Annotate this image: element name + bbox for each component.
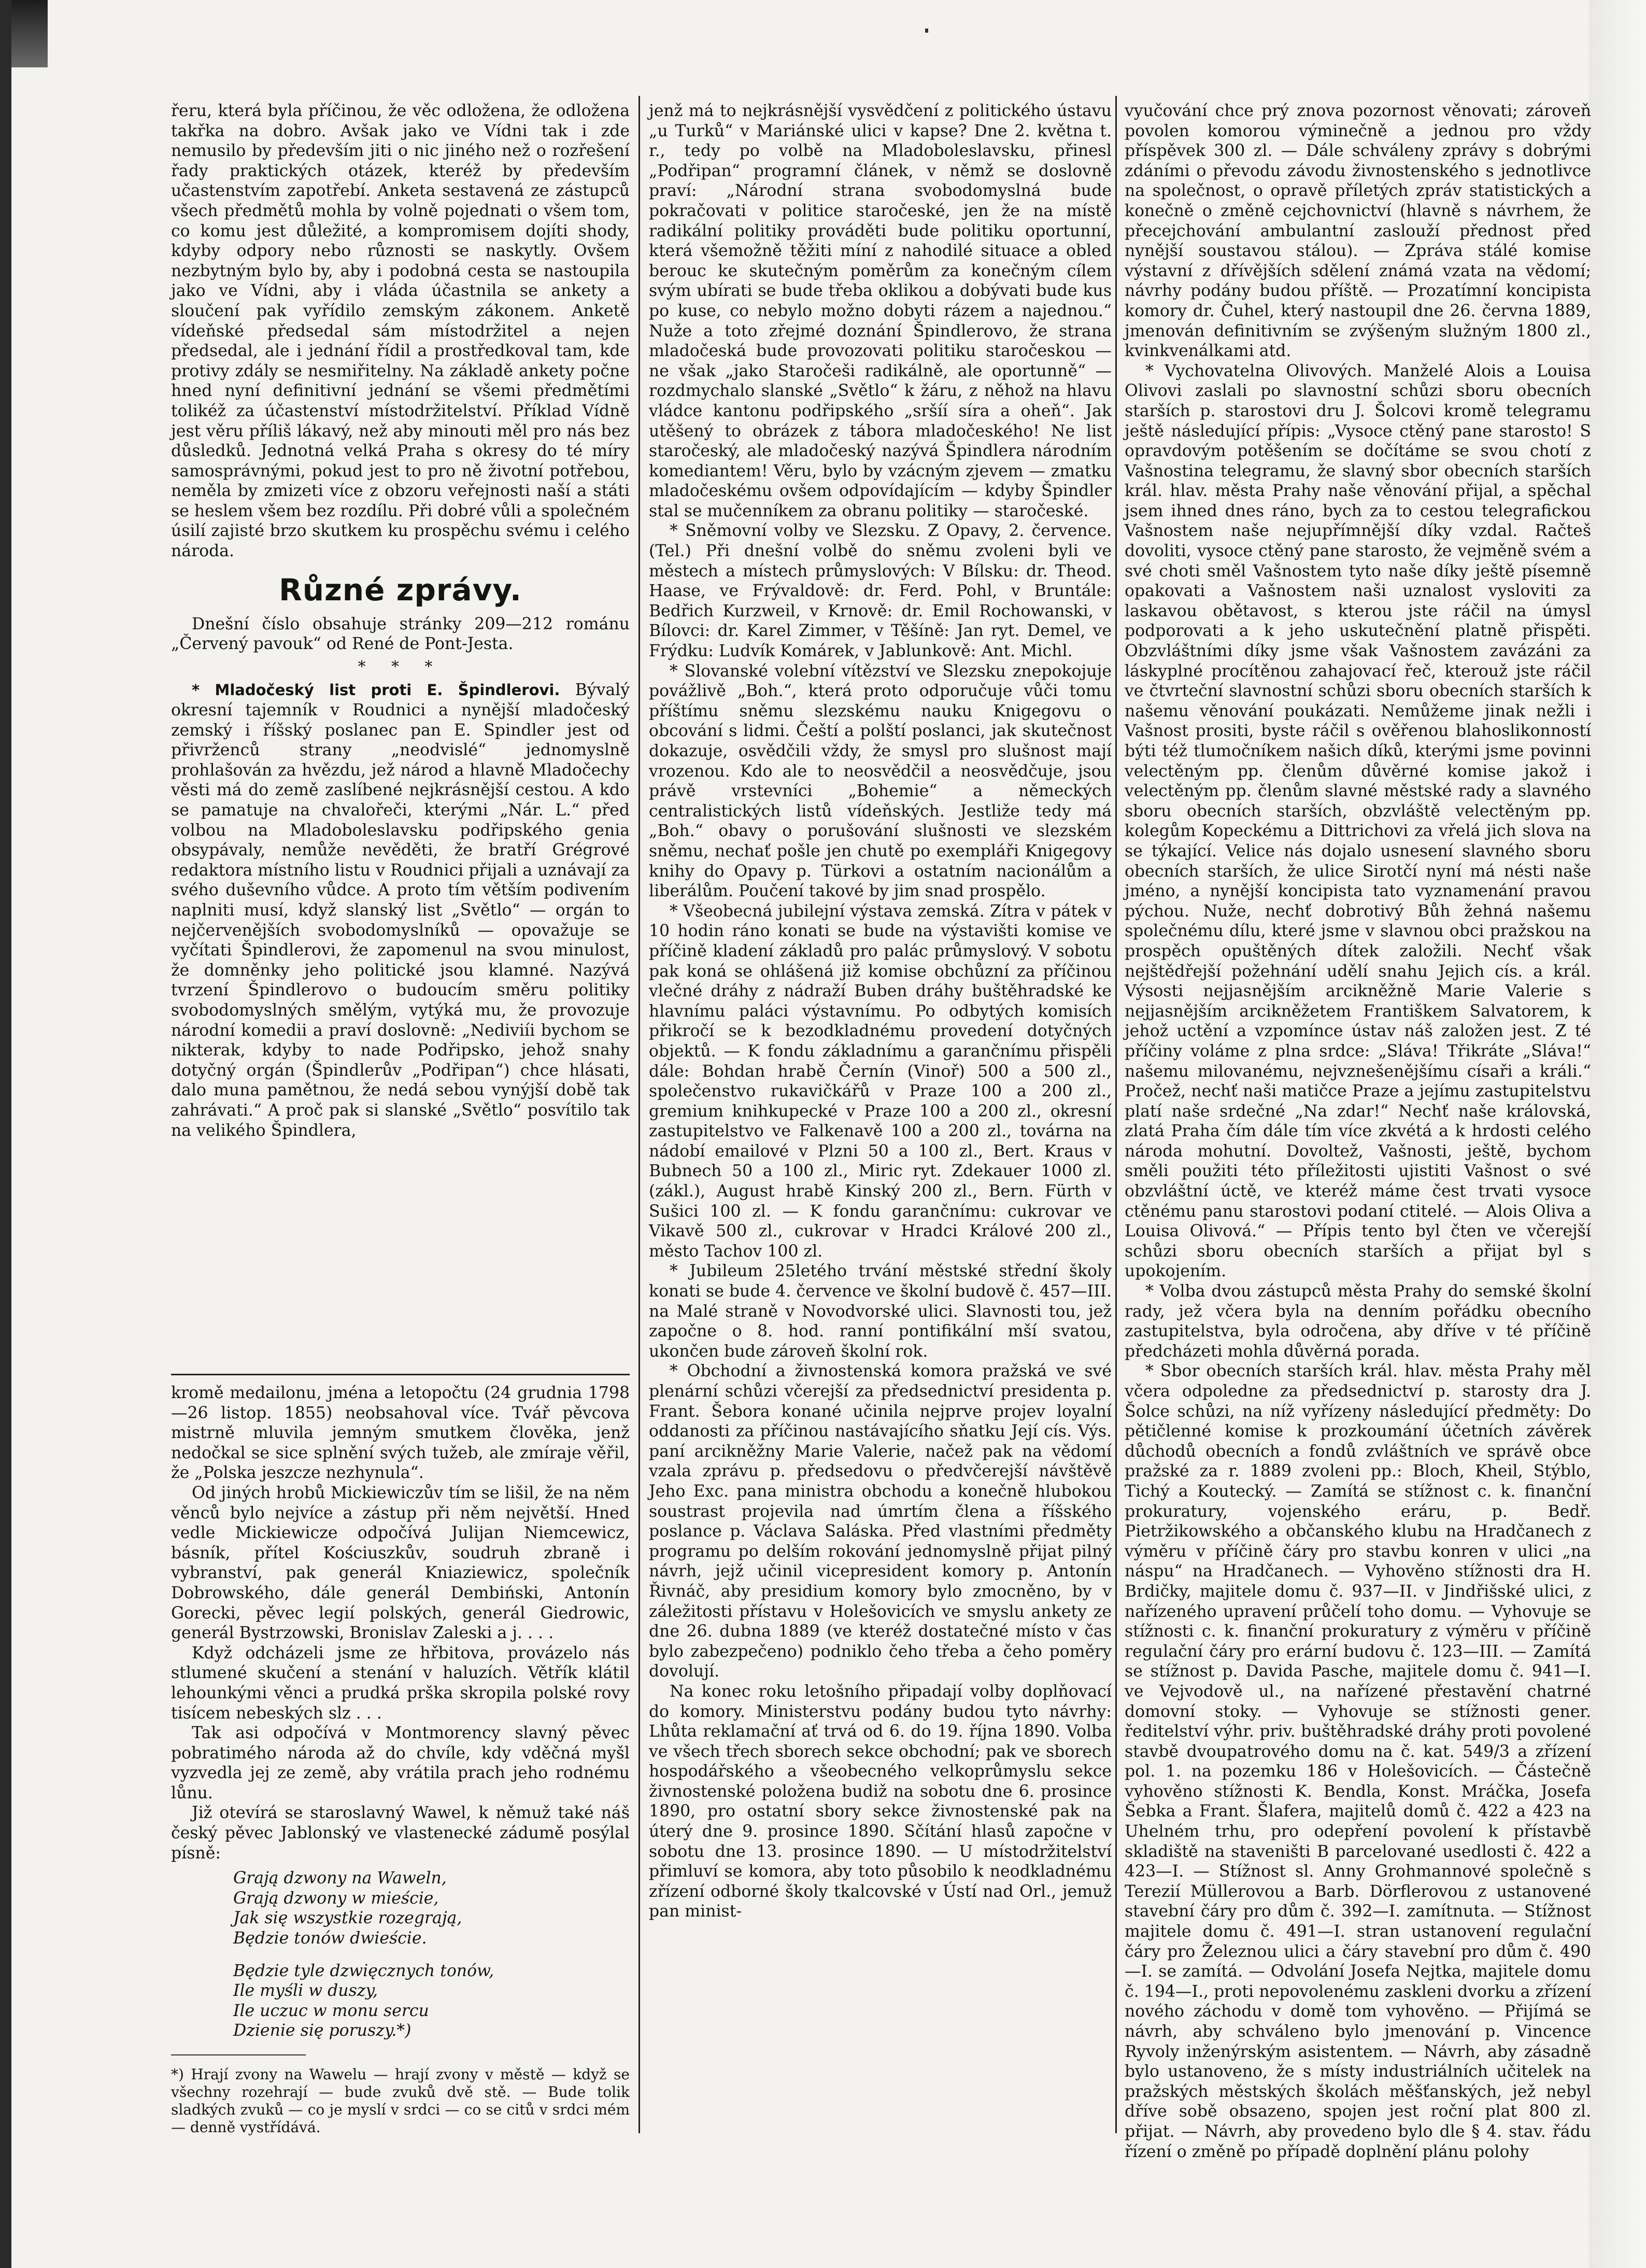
article-paragraph: [171, 680, 630, 1140]
scan-edge-left: [0, 0, 11, 2268]
paragraph: řeru, která byla příčinou, že věc odložena, že odložena takřka na dobro. Avšak jako ve Vídni tak i zde nemusilo by především jiti o nic jiného než o rozřešení řady praktických otázek, kteréž by především učastenstvím zapotřebí. Anketa sestavená ze zástupců všech předmětů mohla by volně pojednati o všem tom, co komu jest důležité, a kompromisem dojíti shody, kdyby odpory nebo různosti se naskytly. Ovšem nezbytným bylo by, aby i podobná cesta se nastoupila jako ve Vídni, aby i vláda účastnila se ankety a sloučení pak vyřídilo zemským zákonem. Anketě vídeňské předsedal sám místodržitel a nejen předsedal, ale i jednání řídil a prostředkoval tam, kde protivy zdály se nesmiřitelny. Na základě ankety počne hned nyní definitivní jednání se všemi předmětími tolikéž za účastenství místodržitelství. Příklad Vídně jest věru příliš lákavý, než aby minouti měl pro nás bez důsledků. Jednotná velká Praha s okresy do té míry samosprávnými, pokud jest to pro ně životní potřebou, neměla by zmizeti více z obzoru veřejnosti naší a státi se heslem všem bez rozdílu. Při dobré vůli a společném úsilí zajisté brzo skutkem ku prospěchu svému i celého národa.: [171, 102, 630, 561]
column-right: [1125, 101, 1591, 2161]
poem-line: Dzienie się poruszy.*): [233, 2021, 411, 2040]
paragraph: * Sbor obecních starších král. hlav. města Prahy měl včera odpoledne za předsednictví p. starosty dra J. Šolce schůzi, na níž vyřízeny následující předměty: Do pětičlenné komise k prozkoumání účetních závěrek důchodů obecních a fondů zvláštních ve správě obce pražské za r. 1889 zvoleni pp.: Bloch, Kheil, Stýblo, Tichý a Koutecký. — Zamítá se stížnost c. k. finanční prokuratury, vojenského eráru, p. Bedř. Pietržikowského a občanského klubu na Hradčanech z výměru v příčině čáry pro stavbu konren v ulici „na náspu“ na Hradčanech. — Vyhověno stížnosti dra H. Brdičky, majitele domu č. 937—II. v Jindřišské ulici, z nařízeného upravení průčelí toho domu. — Vyhovuje se stížnosti c. k. finanční prokuratury z výměru v příčině regulační čáry pro erární budovu č. 123—III. — Zamítá se stížnost p. Davida Pasche, majitele domu č. 941—I. ve Vejvodově ul., na nařízené přestavění chatrné domovní stoky. — Vyhovuje se stížnosti gener. ředitelství výhr. priv. buštěhradské dráhy proti povolené stavbě dvoupatrového domu na č. kat. 549/3 a zřízení pol. 1. na pozemku 186 v Holešovicích. — Částečně vyhověno stížnosti K. Bendla, Konst. Mráčka, Josefa Šebka a Frant. Šlafera, majitelů domů č. 422 a 423 na Uhelném trhu, pro odepření povolení k přístavbě skladiště na staveništi B parcelované usedlosti č. 422 a 423—I. — Stížnost sl. Anny Grohmannové společně s Terezií Müllerovou a Barb. Dörflerovou z ustanovené stavební čáry pro dům č. 392—I. zamítnuta. — Stížnost majitele domu č. 491—I. stran ustanovení regulační čáry pro Železnou ulici a čáry stavební pro dům č. 490—I. se zamítá. — Odvolání Josefa Nejtka, majitele domu č. 194—I., proti nepovolenému zaskleni dvorku a zřízení nového záchodu v domě tom vyhověno. — Přijímá se návrh, aby schváleno bylo jmenování p. Vincence Ryvoly inženýrským asistentem. — Návrh, aby zásadně bylo ustanoveno, že s místy industriálních učitelek na pražských městských školách měšťanských, jež nebyl dříve sobě obsazeno, spojen jest roční plat 800 zl. přijat. — Návrh, aby provedeno bylo dle § 4. stav. řádu řízení o změně po případě doplnění plánu polohy: [1125, 1362, 1591, 2161]
paragraph: * Sněmovní volby ve Slezsku. Z Opavy, 2. července. (Tel.) Při dnešní volbě do sněmu zvoleni byli ve městech a místech průmyslových: V Bílsku: dr. Theod. Haase, ve Frývaldově: dr. Ferd. Pohl, v Bruntále: Bedřich Kurzweil, v Krnově: dr. Emil Rochowanski, v Bílovci: dr. Karel Zimmer, v Těšíně: Jan ryt. Demel, ve Frýdku: Ludvík Komárek, v Jablunkově: Ant. Michl.: [649, 522, 1112, 661]
column-rule-left: [638, 96, 640, 2133]
paragraph: vyučování chce prý znova pozornost věnovati; zároveň povolen komorou výminečně a jednou pro vždy příspěvek 300 zl. — Dále schváleny zprávy s dobrými zdáními o převodu závodu živnostenského s jednotlivce na společnost, o opravě příletých zpráv statistických a konečně o změně cejchovnictví (hlavně s návrhem, že přecejchování ambulantní zaslouží přednost před nynější soustavou stálou). — Zpráva stálé komise výstavní z dřívějších sdělení známá vzata na vědomí; návrhy podány budou příště. — Prozatímní koncipista komory dr. Čuhel, který nastoupil dne 26. června 1889, jmenován definitivním se zvýšeným služným 1800 zl., kvinkvenálkami atd.: [1125, 102, 1591, 361]
article-lead: * Mladočeský list proti E. Špindlerovi.: [192, 681, 560, 699]
poem-line: Jak się wszystkie rozegrają,: [233, 1909, 462, 1928]
column-break-rule: [171, 1374, 630, 1375]
footnote: *) Hrají zvony na Wawelu — hrají zvony v městě — když se všechny rozehrají — bude zvuků dvě stě. — Bude tolik sladkých zvuků — co je myslí v srdci — co se citů v srdci mém — denně vystřídává.: [171, 2066, 630, 2136]
poem: [233, 1868, 630, 2041]
footnote-rule: [171, 2054, 306, 2055]
poem-line: Ile myśli w duszy,: [233, 1981, 378, 2001]
paragraph: Od jiných hrobů Mickiewiczův tím se lišil, že na něm věnců bylo nejvíce a zástup při něm největší. Hned vedle Mickiewicze odpočívá Julijan Niemcewicz, básník, přítel Kościuszkův, soudruh zbraně i vybranství, pak generál Kniaziewicz, společník Dobrowského, dále generál Dembiński, Antonín Gorecki, pěvec legií polských, generál Giedrowic, generál Bystrzowski, Bronislav Zaleski a j. . . .: [171, 1483, 630, 1643]
article-text: Bývalý okresní tajemník v Roudnici a nynější mladočeský zemský i říšský poslanec pan E. Spindler jest od přivrženců strany „neodvislé“ jednomyslně prohlašován za hvězdu, jež národ a hlavně Mladočechy věsti má do země zaslíbené nejkrásnější cestou. A kdo se pamatuje na chvalořeči, kterými „Nár. L.“ před volbou na Mladoboleslavsku podřipského genia obsypávaly, nemůže nevěděti, že bratří Grégrové redaktora místního listu v Roudnici přijali a uznávají za svého duševního vůdce. A proto tím větším podivením naplniti musí, když slanský list „Světlo“ — orgán to nejčervenějších svobodomyslníků — opovažuje se vyčítati Špindlerovi, že zapomenul na svou minulost, že domněnky jeho politické jsou klamné. Nazývá tvrzení Špindlerovo o budoucím směru politiky svobodomyslných smělým, vytýká mu, že provozuje národní komedii a praví doslovně: „Nediviíi bychom se nikterak, kdyby to nade Podřipsko, jehož snahy dotyčný orgán (Špindlerův „Podřipan“) chce hlásati, dalo muna pamětnou, že nedá sebou vynýjší době tak zahrávati.“ A proč pak si slanské „Světlo“ posvítilo tak na velikého Špindlera,: [171, 681, 630, 1140]
print-mark: [925, 29, 928, 33]
paragraph: * Jubileum 25letého trvání městské střední školy konati se bude 4. července ve školní budově č. 457—III. na Malé straně v Novodvorské ulici. Slavnosti tou, jež započne o 8. hod. ranní pontifikální mší svatou, ukončen bude zároveň školní rok.: [649, 1262, 1112, 1361]
section-separator: * * *: [358, 657, 443, 676]
paragraph: * Obchodní a živnostenská komora pražská ve své plenární schůzi včerejší za předsednictví presidenta p. Frant. Šebora konané učinila nejprve projev loyalní oddanosti za příčinou nastávajícího sňatku Její cís. Výs. paní arcikněžny Marie Valerie, načež pak na vědomí vzala zprávu p. předsedovu o předvčerejší návštěvě Jeho Exc. pana ministra obchodu a konečně hlubokou soustrast projevila nad úmrtím člena a říšského poslance p. Václava Saláska. Před vlastními předměty programu po delším rokování jednomyslně přijat pilný návrh, jejž učinil vicepresident komory p. Antonín Řivnáč, aby presidium komory bylo zmocněno, by v záležitosti přístavu v Holešovicích ve smyslu ankety ze dne 26. dubna 1889 (ve kteréž dostatečné místo v čas bylo zabezpečeno) podniklo čeho třeba a čeho poměry dovolují.: [649, 1362, 1112, 1681]
paragraph: * Všeobecná jubilejní výstava zemská. Zítra v pátek v 10 hodin ráno konati se bude na výstavišti komise ve příčině kladení základů pro palác průmyslový. V sobotu pak koná se ohlášená již komise obchůzní za příčinou vlečné dráhy z nádraží Buben dráhy buštěhradské ke hlavnímu paláci výstavnímu. Po odbytých komisích přikročí se k bezodkladnému provedení dotyčných objektů. — K fondu základnímu a garančnímu přispěli dále: Bohdan hrabě Černín (Vinoř) 500 a 500 zl., společenstvo rukavičkářů v Praze 100 a 200 zl., gremium knihkupecké v Praze 100 a 200 zl., okresní zastupitelstvo ve Falkenavě 100 a 200 zl., továrna na nádobí emailové v Plzni 50 a 100 zl., Bert. Kraus v Bubnech 50 a 100 zl., Miric ryt. Zdekauer 1000 zl. (zákl.), August hrabě Kinský 200 zl., Bern. Fürth v Sušici 100 zl. — K fondu garančnímu: cukrovar ve Vikavě 500 zl., cukrovar v Hradci Králové 200 zl., město Tachov 100 zl.: [649, 901, 1112, 1261]
paragraph: Tak asi odpočívá v Montmorency slavný pěvec pobratimého národa až do chvíle, kdy vděčná myšl vyzvedla jej ze země, aby vrátila prach jeho rodnému lůnu.: [171, 1724, 630, 1802]
poem-line: Będzie tonów dwieście.: [233, 1929, 427, 1948]
column-left-top: [171, 101, 630, 1371]
paragraph: Již otevírá se staroslavný Wawel, k němuž také náš český pěvec Jablonský ve vlastenecké zádumě posýlal písně:: [171, 1804, 630, 1863]
section-heading: Různé zprávy.: [279, 572, 522, 608]
poem-line: Ile uczuc w monu sercu: [233, 2001, 429, 2020]
scan-edge-right: [1589, 0, 1646, 2268]
poem-line: Grają dzwony na Waweln,: [233, 1869, 447, 1888]
paragraph: * Vychovatelna Olivových. Manželé Alois a Louisa Olivovi zaslali po slavnostní schůzi sboru obecních starších p. starostovi dru J. Šolcovi kromě telegramu ještě následující přípis: „Vysoce ctěný pane starosto! S opravdovým potěšením se dočítáme se svou chotí z Vašnostina telegramu, že slavný sbor obecních starších král. hlav. města Prahy naše věnování přijal, a spěchal jsem ihned dnes ráno, bych za to cestou telegrafickou Vašnostem naše nejupřímnější díky vzdal. Račteš dovoliti, vysoce ctěný pane starosto, že vejměně svém a své choti směl Vašnostem tyto naše díky ještě písemně opakovati a Vašnostem naši uznalost vysloviti za laskavou obětavost, s kterou jste ráčil na úmysl podporovati a k jeho uskutečnění platně přispěti. Obzvláštními díky jsme však Vašnostem zavázáni za láskyplné procítěnou zahajovací řeč, kterouž jste ráčil ve čtvrteční slavnostní schůzi sboru obecních starších k našemu věnování poukázati. Nemůžeme jinak nežli i Vašnost prositi, byste ráčil s ověřenou blahoslikonností býti též tlumočníkem našich díků, kterými jsme povinni velectěným pp. členům důvěrné komise jakož i velectěným pp. členům slavné městské rady a slavného sboru obecních starších, obzvláště velectěným pp. kolegům Kopeckému a Dittrichovi za vřelá jich slova na se týkající. Velice nás dojalo usnesení slavného sboru obecních starších, že ulice Sirotčí nyní má nésti naše jméno, a nynější koncipista tato vyznamenání pravou pýchou. Nuže, nechť dobrotivý Bůh žehná našemu společnému dílu, které jsme v slavnou obci pražskou na prospěch opuštěných dítek založili. Nechť však nejštědřejší požehnání udělí snahu Jejich cís. a král. Výsosti nejjasnějším arcikněžně Marie Valerie s nejjasnějším arcikněžetem Františkem Salvatorem, k jehož uctění a vzpomínce ústav náš založen jest. Z té příčiny voláme z plna srdce: „Sláva! Třikráte „Sláva!“ našemu milovanému, nejvznešenějšímu císaři a králi.“ Pročež, nechť naši matičce Praze a jejímu zastupitelstvu platí naše srdečné „Na zdar!“ Nechť naše královská, zlatá Praha čím dále tím více zkvétá a k hrdosti celého národa mohutní. Dovoltež, Vašnosti, ještě, bychom směli použiti této příležitosti ujistiti Vašnost o své obzvláštní úctě, ve kteréž máme čest trvati vysoce ctěnému panu starostovi podaní ctitelé. — Alois Oliva a Louisa Olivová.“ — Přípis tento byl čten ve včerejší schůzi sboru obecních starších a přijat byl s upokojením.: [1125, 361, 1591, 1281]
poem-line: Będzie tyle dzwięcznych tonów,: [233, 1961, 494, 1980]
poem-stanza-gap: [233, 1949, 630, 1961]
paragraph: jenž má to nejkrásnější vysvědčení z politického ústavu „u Turků“ v Mariánské ulici v kapse? Dne 2. května t. r., tedy po volbě na Mladoboleslavsku, přinesl „Podřipan“ programní článek, v němž se doslovně praví: „Národní strana svobodomyslná bude pokračovati v politice staročeské, jen že na místě radikální politiky prováděti bude politiku oportunní, která všemožně těžiti míní z nahodilé situace a obled berouc ke skutečným poměrům za konečným cílem svým ubírati se bude třeba oklikou a dobývati bude kus po kuse, co nebylo možno dobyti rázem a najednou.“ Nuže a toto zřejmé doznání Špindlerovo, že strana mladočeská bude provozovati politiku staročeskou — ne však „jako Staročeši radikálně, ale oportunně“ — rozdmychalo slanské „Světlo“ k žáru, z něhož na hlavu vládce kantonu podřipského „sršíí síra a oheň“. Jak utěšený to obrázek z tábora mladočeského! Ne list staročeský, ale mladočeský nazývá Špindlera národním komediantem! Věru, bylo by vzácným zjevem — zmatku mladočeskému ovšem odpovídajícím — kdyby Špindler stal se mučenníkem za obranu politiky — staročeské.: [649, 102, 1112, 520]
paragraph: Dnešní číslo obsahuje stránky 209—212 románu „Červený pavouk“ od René de Pont-Jesta.: [171, 614, 630, 654]
paragraph: Na konec roku letošního připadají volby doplňovací do komory. Ministerstvu podány budou tyto návrhy: Lhůta reklamační ať trvá od 6. do 19. října 1890. Volba ve všech třech sborech sekce obchodní; pak ve sborech hospodářského a všeobecného velkoprůmyslu sekce živnostenské položena budiž na sobotu dne 6. prosince 1890, pro ostatní sbory sekce živnostenské pak na úterý dne 9. prosince 1890. Sčítání hlasů započne v sobotu dne 13. prosince 1890. — U místodržitelství přimluví se komora, aby toto působilo k neodkladnému zřízení odborné školy tkalcovské v Ústí nad Orl., jemuž pan minist-: [649, 1682, 1112, 1921]
paragraph: * Slovanské volební vítězství ve Slezsku znepokojuje povážlivě „Boh.“, která proto odporučuje vůči tomu příštímu sněmu slezskému nauku Knigegovu o obcování s lidmi. Čeští a polští poslanci, jak skutečnost dokazuje, osvědčili vždy, že smysl pro slušnost mají vrozenou. Kdo ale to neosvědčil a neosvědčuje, jsou právě vrstevníci „Bohemie“ a německých centralistických listů vídeňských. Jestliže tedy má „Boh.“ obavy o porušování slušnosti ve slezském sněmu, nechať pošle jen chutě po exempláři Knigegovy knihy do Opavy p. Türkovi a ostatním nacionálům a liberálům. Poučení takové by jim snad prospělo.: [649, 661, 1112, 901]
column-left-bottom: [171, 1383, 630, 2135]
column-rule-right: [1115, 96, 1117, 2133]
column-middle: [649, 101, 1112, 2133]
paragraph: Když odcházeli jsme ze hřbitova, provázelo nás stlumené skučení a stenání v haluzích. Větřík klátil lehounkými věnci a prudká prška skropila polské rovy tisícem nebeských slz . . .: [171, 1643, 630, 1723]
poem-line: Grają dzwony w mieście,: [233, 1889, 439, 1908]
paragraph: kromě medailonu, jména a letopočtu (24 grudnia 1798—26 listop. 1855) neobsahoval více. Tvář pěvcova mistrně mluvila jemným smutkem člověka, jenž nedočkal se sice splnění svých tužeb, ale zmíraje věřil, že „Polska jeszcze nezhynula“.: [171, 1384, 630, 1483]
paragraph: * Volba dvou zástupců města Prahy do semské školní rady, jež včera byla na denním pořádku obecního zastupitelstva, byla odročena, aby dříve v té příčině předcházeti mohla důvěrná porada.: [1125, 1282, 1591, 1361]
scan-edge-top-shadow: [11, 0, 48, 67]
